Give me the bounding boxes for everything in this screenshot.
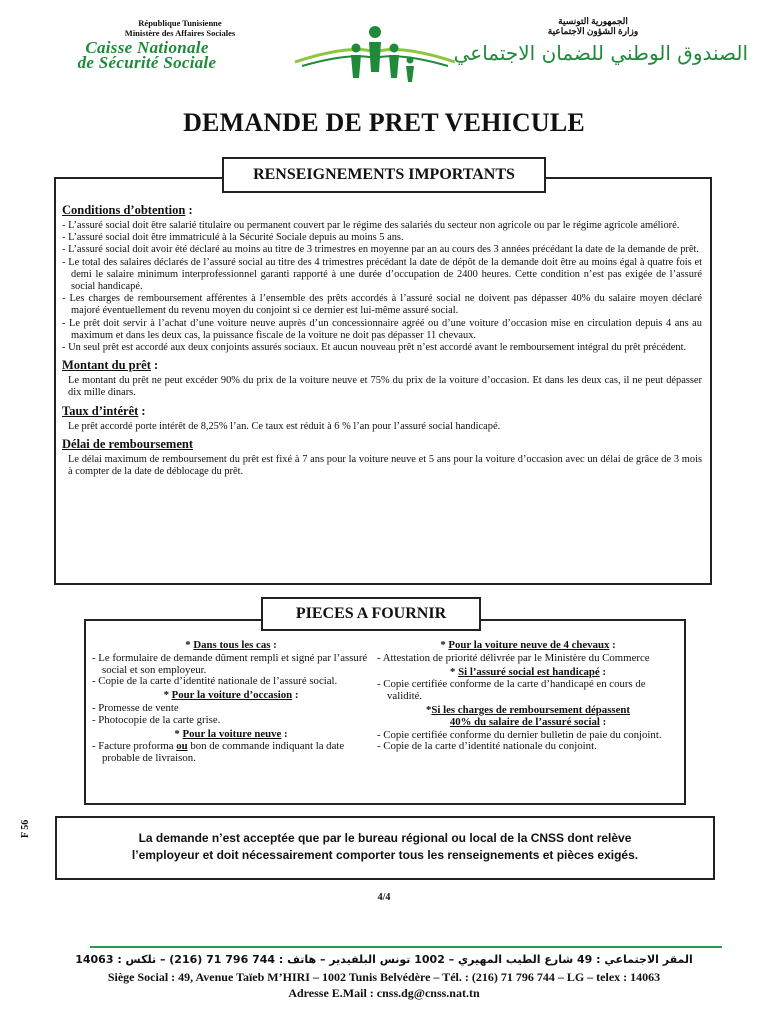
ministry-fr: Ministère des Affaires Sociales: [124, 28, 236, 38]
pieces-heading: PIECES A FOURNIR: [261, 597, 481, 631]
footer-email: Adresse E.Mail : cnss.dg@cnss.nat.tn: [288, 986, 480, 1000]
republic-ar: الجمهورية التونسية: [558, 16, 628, 26]
charges-heading: *Si les charges de remboursement dépassent 40% du salaire de l’assuré social :: [425, 703, 631, 728]
conditions-list: [62, 220, 702, 354]
header-fr-block: [60, 18, 300, 38]
occasion-heading: * Pour la voiture d’occasion :: [163, 689, 299, 702]
cnss-logo-icon: [290, 22, 460, 86]
conditions-heading: Conditions d’obtention :: [62, 203, 193, 217]
handicape-heading: * Si l’assuré social est handicapé :: [450, 665, 606, 678]
list-item: - Copie de la carte d’identité nationale du conjoint.: [377, 741, 679, 753]
renseignements-content: [62, 202, 702, 481]
brand-fr-line1: Caisse Nationale: [85, 38, 209, 57]
delai-text: Le délai maximum de remboursement du prêt est fixé à 7 ans pour la voiture neuve et 5 ans pour la voiture d’occasion avec un délai de grâce de 3 mois à compter de la date de déblocage du prêt.: [68, 453, 702, 478]
list-item: - Le prêt doit servir à l’achat d’une voiture neuve auprès d’un concessionnaire agréé ou d’une voiture d’occasion mise en circulation depuis 4 ans au maximum et dans les deux cas, la puissance fiscale de la voiture ne doit pas dépasser 11 chevaux.: [62, 318, 702, 342]
notice-line1: La demande n’est acceptée que par le bureau régional ou local de la CNSS dont relève: [138, 831, 632, 845]
list-item: - Facture proforma ou bon de commande indiquant la date probable de livraison.: [92, 741, 370, 765]
list-item: - L’assuré social doit être immatriculé à la Sécurité Sociale depuis au moins 5 ans.: [62, 232, 702, 244]
footer-address-ar: المقر الاجتماعي : 49 شارع الطيب المهيري – 1002 تونس البلفيدير – هاتف : 744 796 71 (216) – تلكس : 14063: [75, 953, 693, 966]
list-item: - Le formulaire de demande dûment rempli et signé par l’assuré social et son employeur.: [92, 653, 370, 677]
list-item: - L’assuré social doit être salarié titulaire ou permanent couvert par le régime des salariés du secteur non agricole ou par le régime agricole amélioré.: [62, 220, 702, 232]
montant-text: Le montant du prêt ne peut excéder 90% du prix de la voiture neuve et 75% du prix de la voiture d’occasion. Et dans les deux cas, il ne peut dépasser dix mille dinars.: [68, 375, 702, 399]
pieces-right-column: [377, 640, 679, 755]
list-item: - Un seul prêt est accordé aux deux conjoints assurés sociaux. Et aucun nouveau prêt n’est accordé avant le remboursement intégral du prêt précédent.: [62, 342, 702, 354]
notice-box: [55, 816, 715, 880]
list-item: - Les charges de remboursement afférentes à l’ensemble des prêts accordés à l’assuré social ne doivent pas dépasser 40% du salaire moyen déclaré majoré éventuellement du revenu moyen du conjoint si ce dernier est lui-même assuré social.: [62, 293, 702, 317]
ministry-ar: وزارة الشؤون الاجتماعية: [547, 26, 639, 36]
notice-line2: l’employeur et doit nécessairement comporter tous les renseignements et pièces exigés.: [131, 848, 639, 862]
list-item: - Copie certifiée conforme de la carte d’handicapé en cours de validité.: [377, 679, 679, 703]
list-item: - L’assuré social doit avoir été déclaré au moins au titre de 3 trimestres en moyenne par an au cours des 3 années précédant la date de la demande de prêt.: [62, 244, 702, 256]
tous-heading: * Dans tous les cas :: [185, 639, 277, 651]
page-title: DEMANDE DE PRET VEHICULE: [183, 108, 585, 137]
neuve-heading: * Pour la voiture neuve :: [174, 727, 288, 740]
montant-heading: Montant du prêt :: [62, 358, 159, 373]
renseignements-heading: RENSEIGNEMENTS IMPORTANTS: [222, 157, 546, 193]
form-code: F 56: [20, 819, 31, 838]
list-item: - Promesse de vente: [92, 703, 370, 715]
list-item: - Photocopie de la carte grise.: [92, 715, 370, 727]
delai-heading: Délai de remboursement: [62, 436, 193, 451]
footer-address-fr: Siège Social : 49, Avenue Taïeb M’HIRI – 1002 Tunis Belvédère – Tél. : (216) 71 796 744 – LG – telex : 14063: [107, 970, 661, 984]
list-item: - Le total des salaires déclarés de l’assuré social au titre des 4 trimestres précédant la date de dépôt de la demande doit être au moins égal à quatre fois et demi le salaire minimum interprofessionnel garanti rapporté à une durée d’occupation de 2400 heures. Cette condition n’est pas exigée de l’assuré social handicapé.: [62, 257, 702, 294]
header-ar-block: [533, 16, 653, 36]
brand-fr: [22, 40, 272, 70]
taux-text: Le prêt accordé porte intérêt de 8,25% l’an. Ce taux est réduit à 6 % l’an pour l’assuré social handicapé.: [68, 420, 501, 432]
list-item: - Attestation de priorité délivrée par le Ministère du Commerce: [377, 653, 679, 665]
footer-divider: [90, 946, 722, 948]
page-number: 4/4: [377, 892, 391, 903]
list-item: - Copie de la carte d’identité nationale de l’assuré social.: [92, 676, 370, 688]
list-item: - Copie certifiée conforme du dernier bulletin de paie du conjoint.: [377, 730, 679, 742]
taux-heading: Taux d’intérêt :: [62, 403, 146, 418]
republic-fr: République Tunisienne: [138, 18, 222, 28]
brand-fr-line2: de Sécurité Sociale: [77, 53, 217, 72]
neuve4-heading: * Pour la voiture neuve de 4 chevaux :: [440, 639, 616, 651]
pieces-left-column: [92, 640, 370, 767]
brand-ar: الصندوق الوطني للضمان الاجتماعي: [453, 41, 748, 65]
